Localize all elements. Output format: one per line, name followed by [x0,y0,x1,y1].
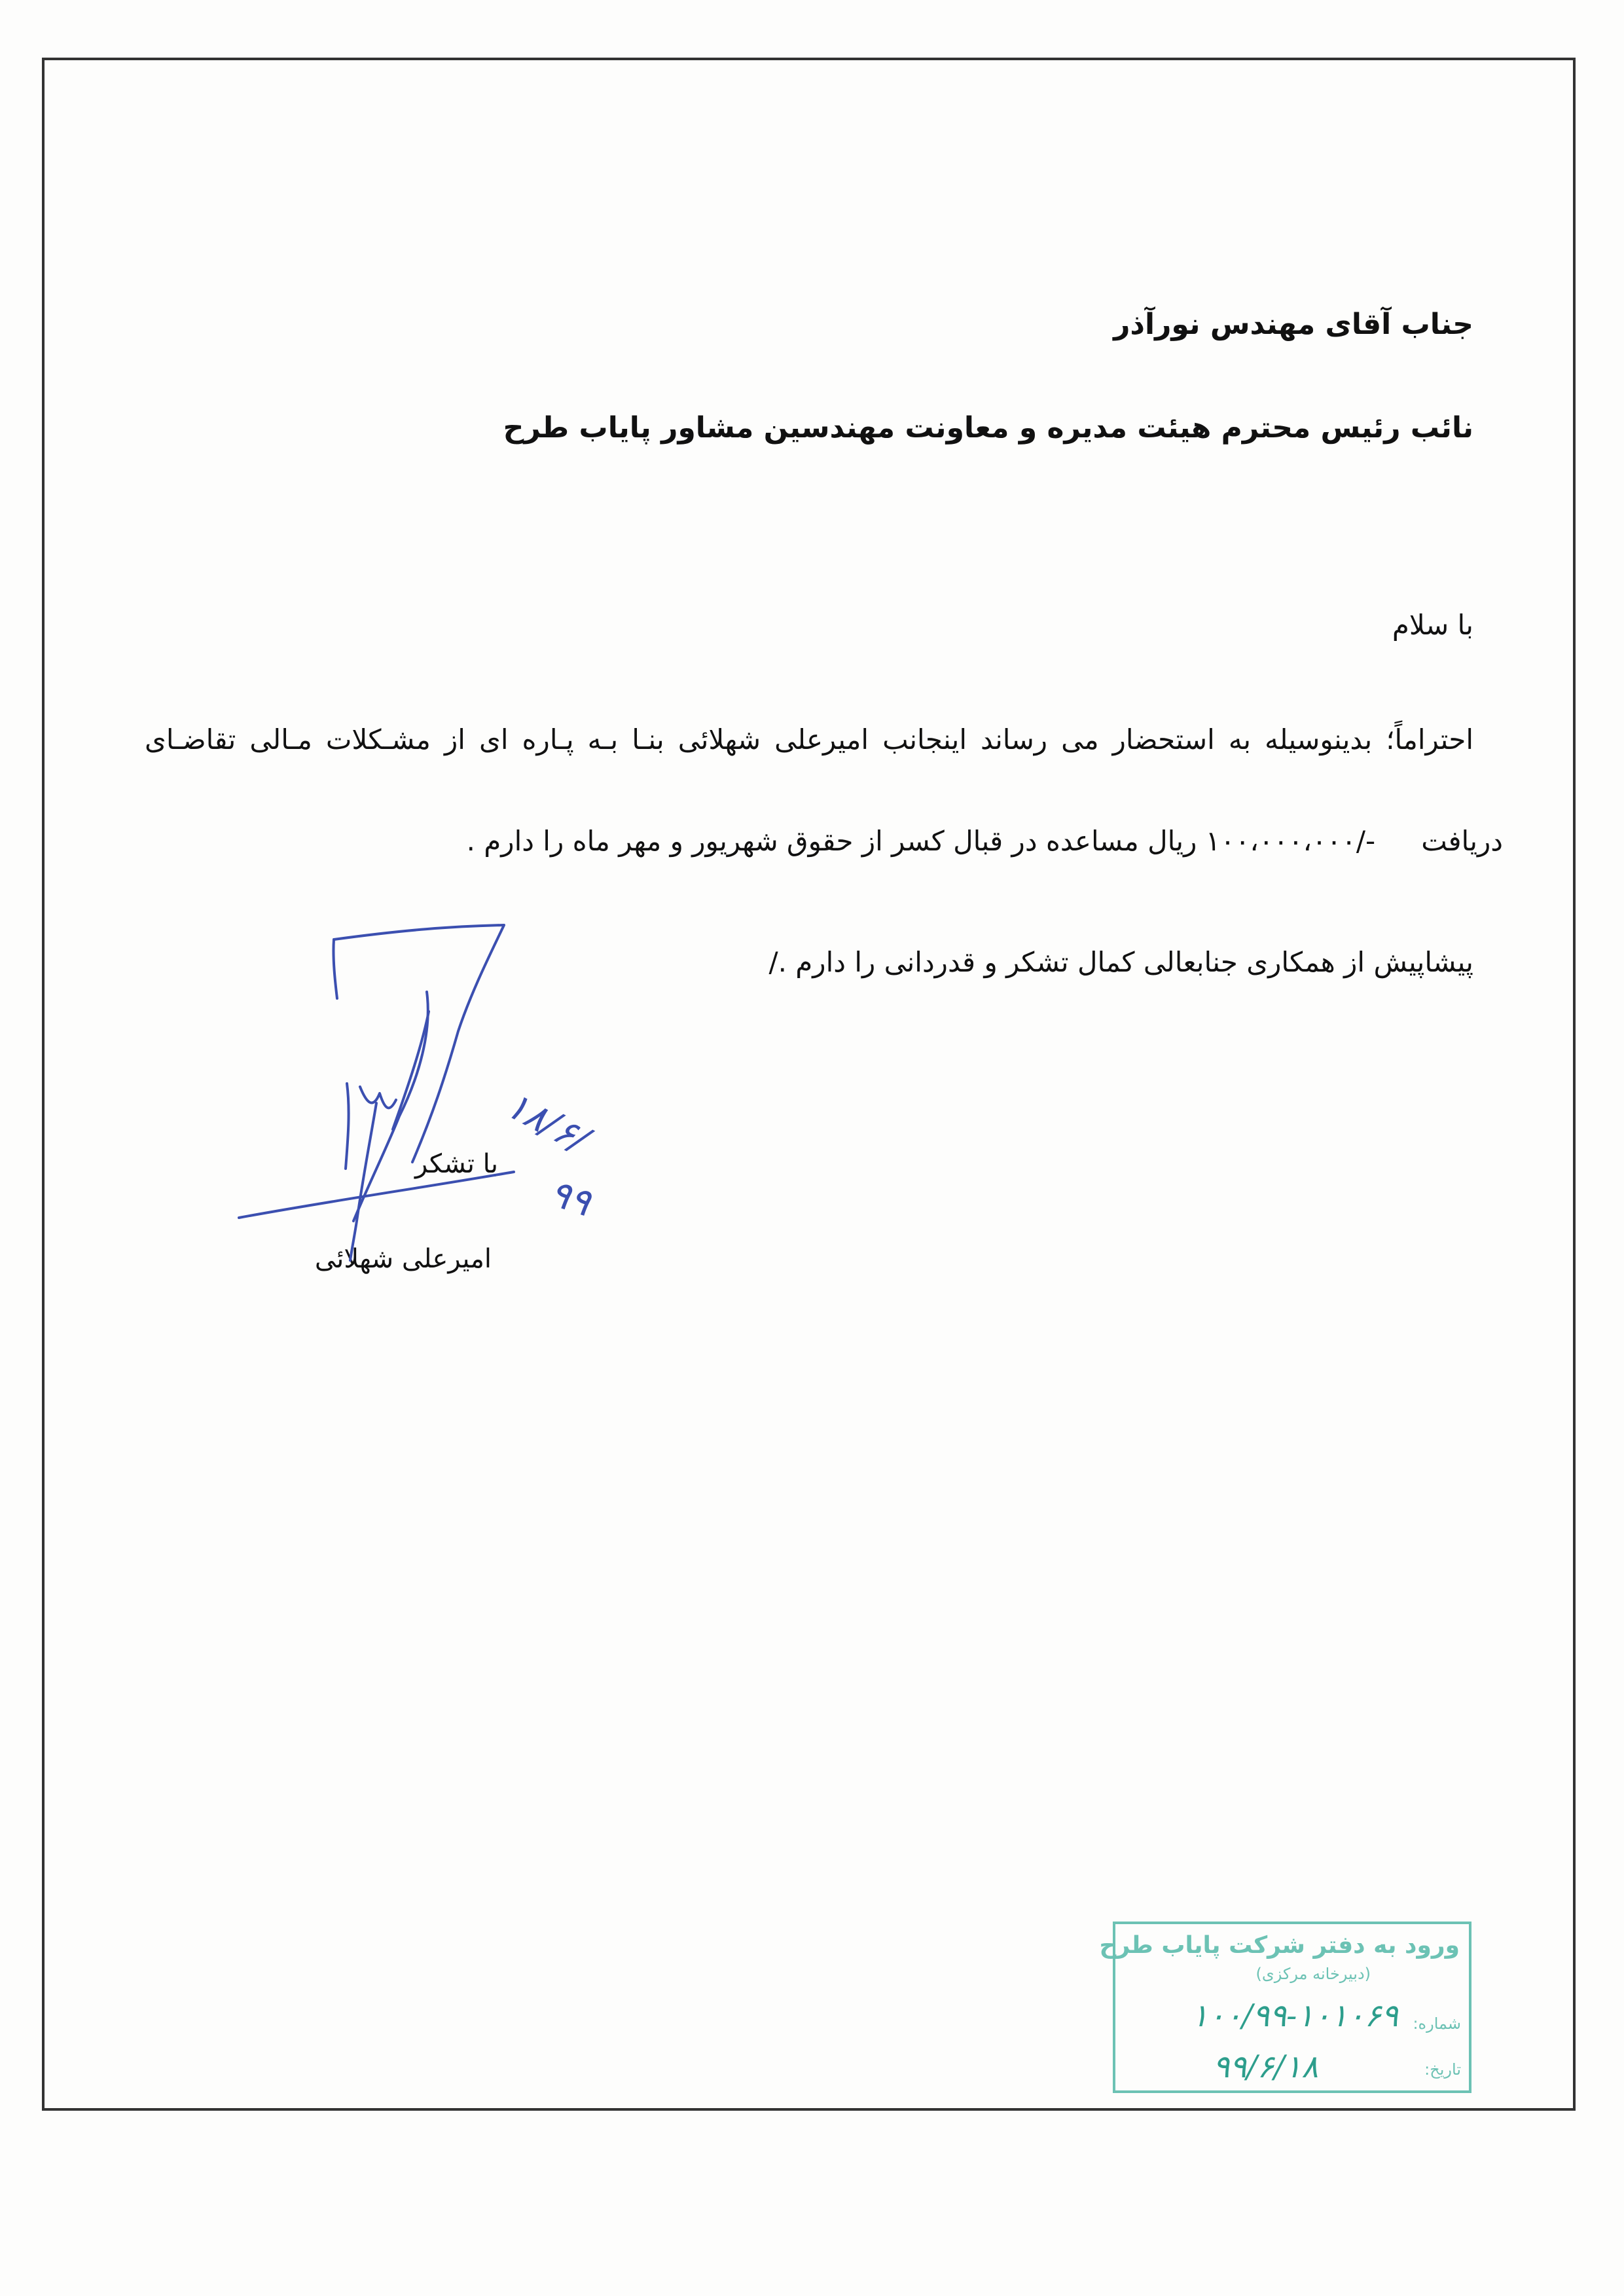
handwritten-date-year: ۹۹ [544,1170,597,1225]
body-paragraph-line-2 [467,825,1503,857]
signoff-text: با تشکر [414,1149,498,1179]
stamp-subtitle: (دبیرخانه مرکزی) [1255,1965,1371,1983]
stamp-number-label: شماره: [1413,2014,1461,2033]
handwritten-date-day-month: ۱۸/۶/ [498,1082,596,1163]
stamp-date-value: ۹۹/۶/۱۸ [1212,2049,1318,2085]
stamp-title: ورود به دفتر شرکت پایاب طرح [1099,1932,1460,1959]
registry-stamp [1099,1922,1471,2093]
body-paragraph-line-1: احتراماً؛ بدینوسیله به استحضار می رساند اینجانب امیرعلی شهلائی بنـا بـه پـاره ای از مشـکلات مـالی تقاضـای [145,723,1473,756]
stamp-number-value: ۱۰۰/۹۹-۱۰۱۰۶۹ [1191,1997,1398,2034]
handwritten-date [497,1082,655,1231]
greeting: با سلام [1392,609,1473,641]
signer-name: امیرعلی شهلائی [314,1244,492,1274]
body-line-2-start: دریافت [1421,825,1503,857]
body-line-2-rest: -/۱۰۰،۰۰۰،۰۰۰ ریال مساعده در قبال کسر از حقوق شهریور و مهر ماه را دارم . [466,825,1376,857]
addressee-line: جناب آقای مهندس نورآذر [1113,308,1473,341]
stamp-date-label: تاریخ: [1424,2060,1461,2079]
closing-sentence: پیشاپیش از همکاری جنابعالی کمال تشکر و قدردانی را دارم ./ [768,946,1473,978]
recipient-position: نائب رئیس محترم هیئت مدیره و معاونت مهندسین مشاور پایاب طرح [503,411,1473,445]
